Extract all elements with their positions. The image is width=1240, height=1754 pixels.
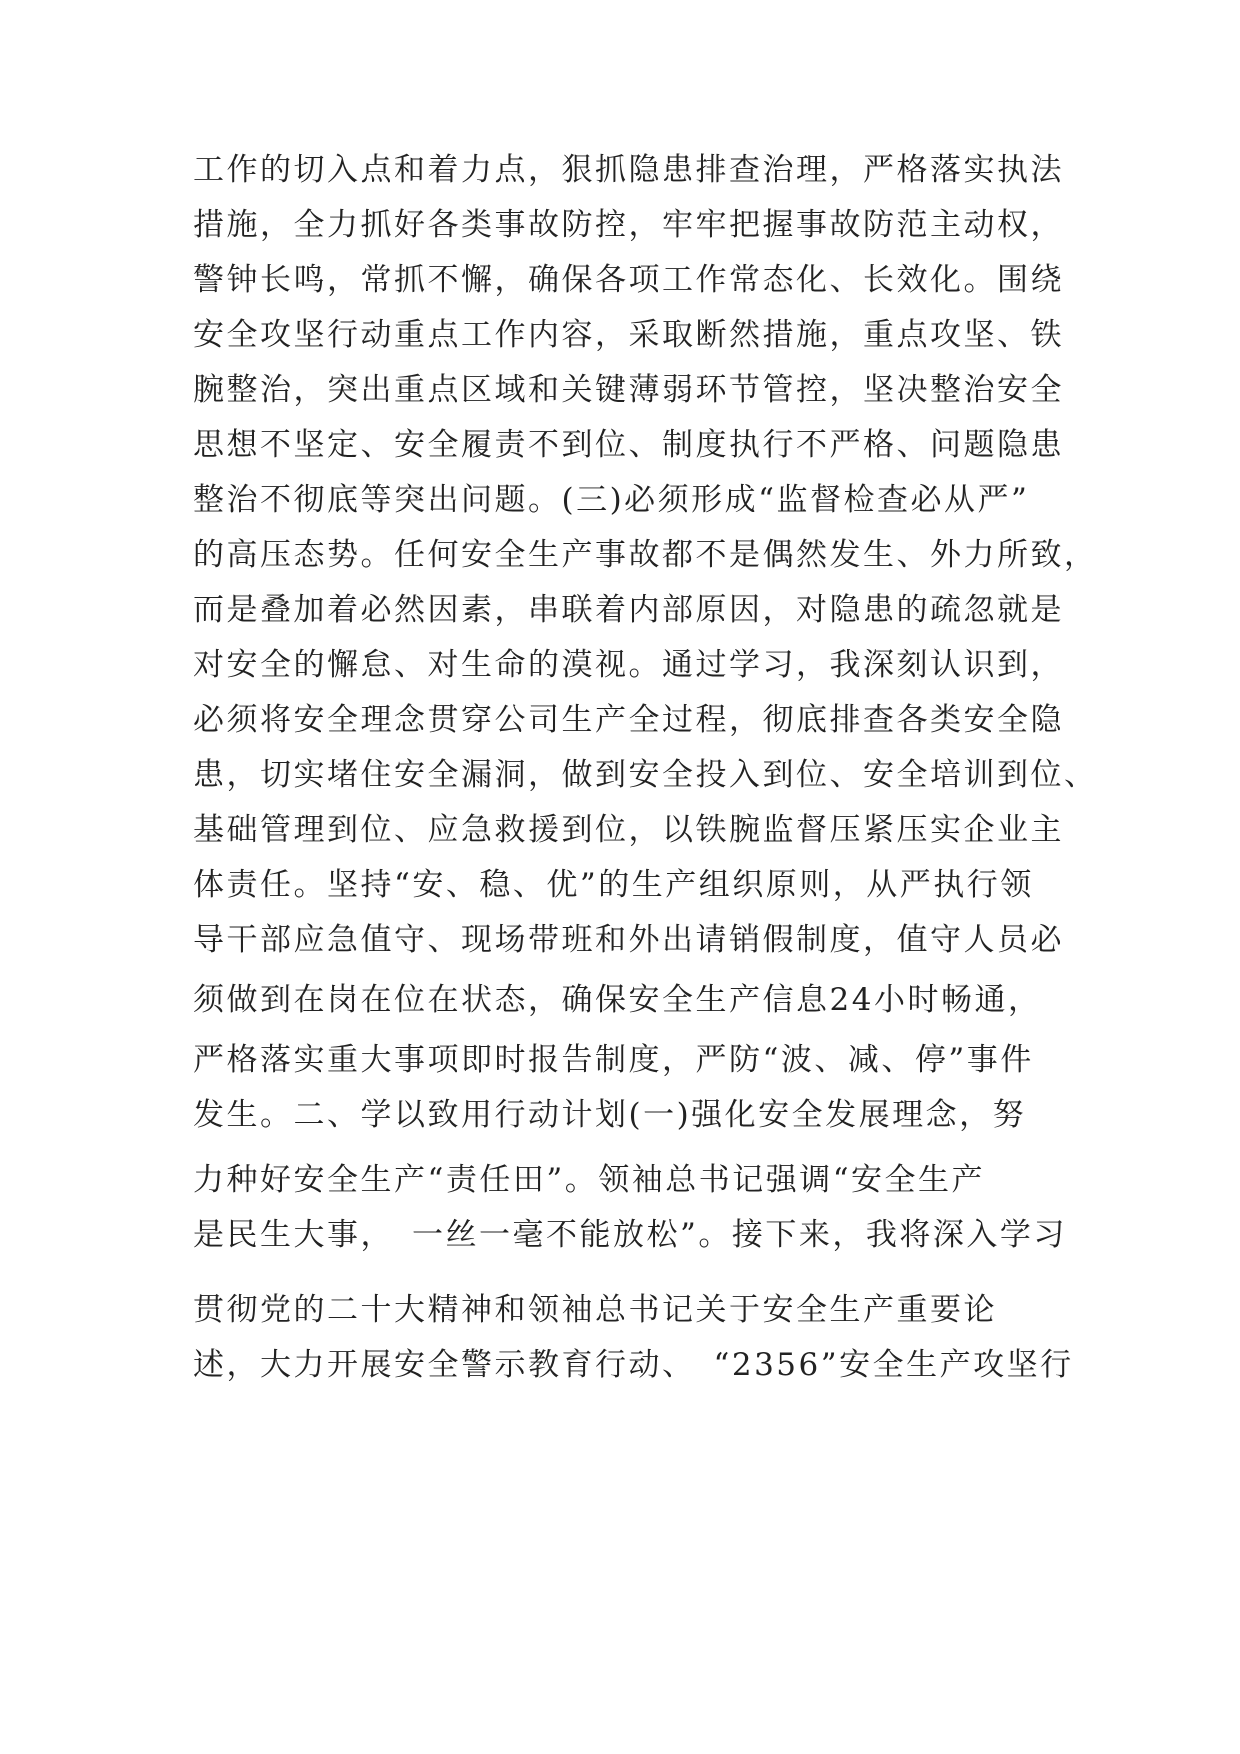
- text-line: 思想不坚定、安全履责不到位、制度执行不严格、问题隐患: [193, 427, 1064, 463]
- text-line: 力种好安全生产“责任田”。领袖总书记强调“安全生产: [193, 1162, 986, 1198]
- text-line: 腕整治，突出重点区域和关键薄弱环节管控，坚决整治安全: [193, 372, 1064, 408]
- text-line: 对安全的懈怠、对生命的漠视。通过学习，我深刻认识到，: [193, 647, 1064, 683]
- text-line: 贯彻党的二十大精神和领袖总书记关于安全生产重要论: [193, 1292, 997, 1328]
- text-line: 工作的切入点和着力点，狠抓隐患排查治理，严格落实执法: [193, 152, 1064, 188]
- text-line: 发生。二、学以致用行动计划(一)强化安全发展理念，努: [193, 1097, 1027, 1133]
- text-line: 整治不彻底等突出问题。(三)必须形成“监督检查必从严”: [193, 482, 1030, 518]
- text-line: 措施，全力抓好各类事故防控，牢牢把握事故防范主动权，: [193, 207, 1064, 243]
- text-line: 是民生大事， 一丝一毫不能放松”。接下来，我将深入学习: [193, 1217, 1067, 1253]
- text-line: 而是叠加着必然因素，串联着内部原因，对隐患的疏忽就是: [193, 592, 1064, 628]
- text-line: 体责任。坚持“安、稳、优”的生产组织原则，从严执行领: [193, 867, 1034, 903]
- text-line: 基础管理到位、应急救援到位，以铁腕监督压紧压实企业主: [193, 812, 1064, 848]
- text-line: 安全攻坚行动重点工作内容，采取断然措施，重点攻坚、铁: [193, 317, 1064, 353]
- text-line: 患，切实堵住安全漏洞，做到安全投入到位、安全培训到位、: [193, 757, 1098, 793]
- text-line: 述，大力开展安全警示教育行动、 “2356”安全生产攻坚行: [193, 1347, 1074, 1383]
- text-line: 警钟长鸣，常抓不懈，确保各项工作常态化、长效化。围绕: [193, 262, 1064, 298]
- text-line: 须做到在岗在位在状态，确保安全生产信息24小时畅通，: [193, 982, 1042, 1018]
- text-line: 的高压态势。任何安全生产事故都不是偶然发生、外力所致，: [193, 537, 1098, 573]
- text-line: 导干部应急值守、现场带班和外出请销假制度，值守人员必: [193, 922, 1064, 958]
- text-line: 必须将安全理念贯穿公司生产全过程，彻底排查各类安全隐: [193, 702, 1064, 738]
- text-line: 严格落实重大事项即时报告制度，严防“波、减、停”事件: [193, 1042, 1034, 1078]
